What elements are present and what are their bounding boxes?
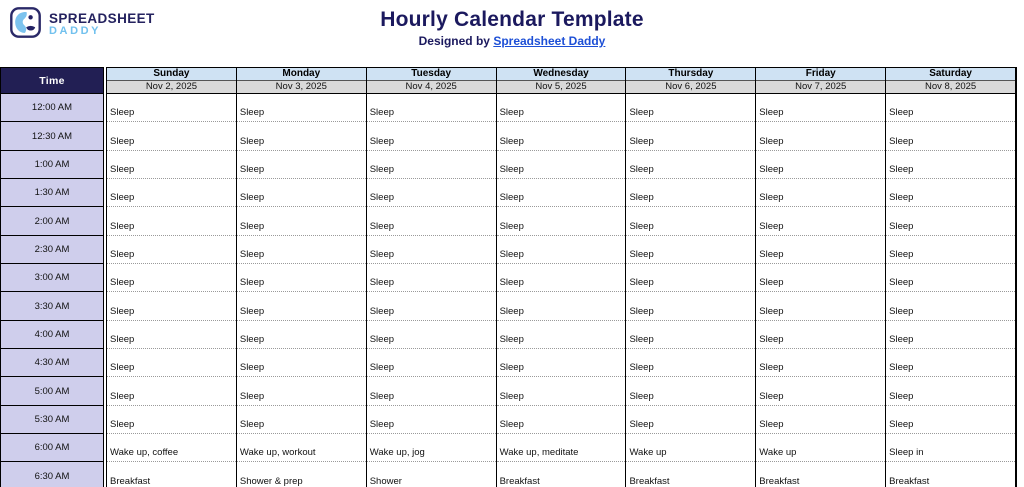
schedule-cell[interactable]: Sleep <box>626 236 755 264</box>
schedule-cell[interactable]: Shower <box>367 462 496 487</box>
schedule-cell[interactable]: Sleep <box>367 292 496 320</box>
schedule-cell[interactable]: Sleep <box>107 151 236 179</box>
schedule-cell[interactable]: Sleep <box>886 292 1015 320</box>
spreadsheet-daddy-link[interactable]: Spreadsheet Daddy <box>493 34 606 48</box>
logo-text-daddy: DADDY <box>49 25 102 38</box>
schedule-cell[interactable]: Sleep <box>756 236 885 264</box>
schedule-cell[interactable]: Sleep <box>237 292 366 320</box>
schedule-cell[interactable]: Wake up, coffee <box>107 434 236 462</box>
schedule-cell[interactable]: Sleep <box>626 264 755 292</box>
schedule-cell[interactable]: Sleep <box>886 406 1015 434</box>
schedule-cell[interactable]: Sleep <box>626 292 755 320</box>
schedule-cell[interactable]: Breakfast <box>886 462 1015 487</box>
days-area <box>106 67 1017 487</box>
schedule-cell[interactable]: Sleep <box>756 122 885 150</box>
day-header[interactable]: Monday <box>237 67 366 81</box>
schedule-cell[interactable]: Sleep <box>756 349 885 377</box>
title-block <box>0 8 1024 48</box>
day-header[interactable]: Saturday <box>886 67 1015 81</box>
day-column-monday <box>236 67 366 487</box>
schedule-cell[interactable]: Sleep <box>107 179 236 207</box>
day-header[interactable]: Thursday <box>626 67 755 81</box>
time-cell[interactable]: 4:00 AM <box>0 321 104 349</box>
time-cell[interactable]: 5:00 AM <box>0 377 104 405</box>
day-header[interactable]: Friday <box>756 67 885 81</box>
schedule-cell[interactable]: Sleep <box>497 377 626 405</box>
schedule-cell[interactable]: Sleep <box>626 151 755 179</box>
day-date[interactable]: Nov 4, 2025 <box>367 81 496 95</box>
day-header[interactable]: Sunday <box>107 67 236 81</box>
day-header[interactable]: Tuesday <box>367 67 496 81</box>
schedule-cell[interactable]: Sleep <box>367 151 496 179</box>
time-cell[interactable]: 1:30 AM <box>0 179 104 207</box>
schedule-cell[interactable]: Wake up, jog <box>367 434 496 462</box>
schedule-cell[interactable]: Sleep <box>626 349 755 377</box>
schedule-cell[interactable]: Sleep <box>237 321 366 349</box>
day-date[interactable]: Nov 5, 2025 <box>497 81 626 95</box>
schedule-cell[interactable]: Sleep <box>626 406 755 434</box>
schedule-cell[interactable]: Sleep <box>367 377 496 405</box>
schedule-cell[interactable]: Sleep <box>107 264 236 292</box>
schedule-cell[interactable]: Sleep <box>756 151 885 179</box>
schedule-cell[interactable]: Sleep <box>107 94 236 122</box>
schedule-cell[interactable]: Sleep <box>497 207 626 235</box>
schedule-cell[interactable]: Sleep <box>237 94 366 122</box>
schedule-cell[interactable]: Sleep <box>756 321 885 349</box>
schedule-cell[interactable]: Sleep <box>367 264 496 292</box>
day-column-sunday <box>106 67 236 487</box>
schedule-cell[interactable]: Sleep <box>497 151 626 179</box>
schedule-cell[interactable]: Sleep <box>237 207 366 235</box>
day-column-wednesday <box>496 67 626 487</box>
schedule-cell[interactable]: Sleep <box>497 179 626 207</box>
time-cell[interactable]: 3:00 AM <box>0 264 104 292</box>
schedule-cell[interactable]: Sleep <box>107 207 236 235</box>
schedule-cell[interactable]: Sleep <box>756 264 885 292</box>
schedule-cell[interactable]: Breakfast <box>756 462 885 487</box>
schedule-cell[interactable]: Sleep <box>367 207 496 235</box>
schedule-cell[interactable]: Sleep <box>237 151 366 179</box>
time-cell[interactable]: 6:30 AM <box>0 462 104 487</box>
schedule-cell[interactable]: Shower & prep <box>237 462 366 487</box>
schedule-cell[interactable]: Sleep <box>367 94 496 122</box>
day-header[interactable]: Wednesday <box>497 67 626 81</box>
schedule-cell[interactable]: Sleep <box>107 292 236 320</box>
schedule-cell[interactable]: Sleep <box>237 349 366 377</box>
schedule-cell[interactable]: Breakfast <box>497 462 626 487</box>
schedule-cell[interactable]: Sleep <box>886 349 1015 377</box>
schedule-cell[interactable]: Sleep <box>497 122 626 150</box>
schedule-cell[interactable]: Sleep <box>367 406 496 434</box>
time-cell[interactable]: 5:30 AM <box>0 406 104 434</box>
schedule-cell[interactable]: Sleep <box>237 377 366 405</box>
schedule-cell[interactable]: Sleep <box>367 236 496 264</box>
day-column-tuesday <box>366 67 496 487</box>
designed-by-text: Designed by <box>418 34 494 48</box>
schedule-cell[interactable]: Sleep <box>756 179 885 207</box>
schedule-cell[interactable]: Sleep <box>886 207 1015 235</box>
time-cell[interactable]: 2:30 AM <box>0 236 104 264</box>
schedule-cell[interactable]: Sleep <box>237 122 366 150</box>
schedule-cell[interactable]: Sleep <box>886 151 1015 179</box>
schedule-cell[interactable]: Sleep <box>237 179 366 207</box>
schedule-cell[interactable]: Wake up, meditate <box>497 434 626 462</box>
schedule-cell[interactable]: Sleep <box>497 321 626 349</box>
schedule-cell[interactable]: Sleep <box>886 94 1015 122</box>
schedule-cell[interactable]: Sleep <box>107 321 236 349</box>
schedule-cell[interactable]: Sleep <box>497 94 626 122</box>
day-column-friday <box>755 67 885 487</box>
schedule-cell[interactable]: Sleep <box>756 406 885 434</box>
schedule-cell[interactable]: Sleep <box>367 122 496 150</box>
day-date[interactable]: Nov 6, 2025 <box>626 81 755 95</box>
schedule-cell[interactable]: Sleep <box>756 207 885 235</box>
day-date[interactable]: Nov 7, 2025 <box>756 81 885 95</box>
time-cell[interactable]: 2:00 AM <box>0 207 104 235</box>
schedule-cell[interactable]: Sleep <box>756 292 885 320</box>
schedule-cell[interactable]: Sleep <box>107 122 236 150</box>
schedule-cell[interactable]: Sleep <box>107 349 236 377</box>
schedule-cell[interactable]: Sleep <box>237 236 366 264</box>
schedule-cell[interactable]: Sleep <box>497 292 626 320</box>
schedule-cell[interactable]: Sleep <box>626 377 755 405</box>
schedule-cell[interactable]: Wake up <box>756 434 885 462</box>
schedule-cell[interactable]: Sleep <box>626 321 755 349</box>
schedule-cell[interactable]: Sleep <box>756 94 885 122</box>
schedule-cell[interactable]: Sleep <box>237 406 366 434</box>
schedule-cell[interactable]: Sleep <box>756 377 885 405</box>
schedule-cell[interactable]: Sleep <box>107 406 236 434</box>
schedule-cell[interactable]: Sleep <box>886 321 1015 349</box>
day-column-thursday <box>625 67 755 487</box>
schedule-cell[interactable]: Sleep <box>626 94 755 122</box>
time-column <box>0 67 104 487</box>
subtitle <box>0 34 1024 48</box>
schedule-cell[interactable]: Sleep <box>367 321 496 349</box>
schedule-cell[interactable]: Sleep <box>886 122 1015 150</box>
time-cell[interactable]: 6:00 AM <box>0 434 104 462</box>
time-cell[interactable]: 12:30 AM <box>0 122 104 150</box>
day-date[interactable]: Nov 3, 2025 <box>237 81 366 95</box>
schedule-cell[interactable]: Sleep <box>367 349 496 377</box>
schedule-cell[interactable]: Sleep <box>497 236 626 264</box>
schedule-cell[interactable]: Sleep <box>497 264 626 292</box>
schedule-cell[interactable]: Sleep <box>367 179 496 207</box>
time-column-header[interactable]: Time <box>0 67 104 94</box>
schedule-cell[interactable]: Breakfast <box>626 462 755 487</box>
schedule-cell[interactable]: Sleep <box>886 264 1015 292</box>
schedule-cell[interactable]: Sleep <box>626 179 755 207</box>
schedule-cell[interactable]: Sleep <box>886 377 1015 405</box>
schedule-cell[interactable]: Sleep <box>626 122 755 150</box>
schedule-cell[interactable]: Sleep <box>886 179 1015 207</box>
time-cell[interactable]: 12:00 AM <box>0 94 104 122</box>
logo-text-spreadsheet: SPREADSHEET <box>49 11 155 27</box>
schedule-cell[interactable]: Sleep <box>497 406 626 434</box>
time-cell[interactable]: 4:30 AM <box>0 349 104 377</box>
schedule-cell[interactable]: Breakfast <box>107 462 236 487</box>
page-title: Hourly Calendar Template <box>380 8 644 31</box>
day-date[interactable]: Nov 8, 2025 <box>886 81 1015 95</box>
schedule-cell[interactable]: Sleep <box>886 236 1015 264</box>
schedule-cell[interactable]: Sleep <box>237 264 366 292</box>
time-cell[interactable]: 1:00 AM <box>0 151 104 179</box>
schedule-cell[interactable]: Sleep <box>107 377 236 405</box>
schedule-cell[interactable]: Sleep <box>107 236 236 264</box>
day-column-saturday <box>885 67 1015 487</box>
schedule-cell[interactable]: Wake up <box>626 434 755 462</box>
schedule-cell[interactable]: Wake up, workout <box>237 434 366 462</box>
day-date[interactable]: Nov 2, 2025 <box>107 81 236 95</box>
time-cell[interactable]: 3:30 AM <box>0 292 104 320</box>
schedule-cell[interactable]: Sleep <box>626 207 755 235</box>
calendar-table <box>0 67 1017 487</box>
schedule-cell[interactable]: Sleep <box>497 349 626 377</box>
schedule-cell[interactable]: Sleep in <box>886 434 1015 462</box>
